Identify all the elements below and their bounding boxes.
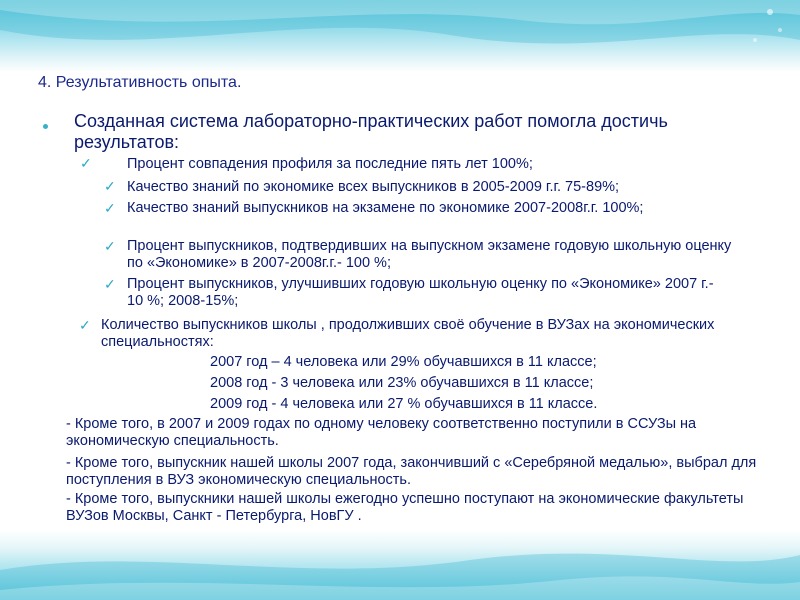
- graduates-item: Количество выпускников школы , продолживших своё обучение в ВУЗах на экономических специальностях:: [101, 317, 715, 350]
- note-3: - Кроме того, выпускники нашей школы ежегодно успешно поступают на экономические факультеты ВУЗов Москвы, Санкт - Петербурга, НовГУ .: [66, 491, 744, 524]
- top-decorative-band: [0, 0, 800, 72]
- checkmark-icon: ✓: [79, 317, 91, 333]
- checkmark-icon: ✓: [104, 238, 116, 254]
- year-line-2007: 2007 год – 4 человека или 29% обучавшихся в 11 классе;: [210, 354, 597, 370]
- year-line-2008: 2008 год - 3 человека или 23% обучавшихся в 11 классе;: [210, 375, 594, 391]
- year-line-2009: 2009 год - 4 человека или 27 % обучавшихся в 11 классе.: [210, 396, 598, 412]
- bottom-decorative-band: [0, 530, 800, 600]
- checkmark-icon: ✓: [104, 178, 116, 194]
- checkmark-icon: ✓: [80, 155, 92, 171]
- slide-title: 4. Результативность опыта.: [38, 74, 242, 91]
- sub-item-1: Процент совпадения профиля за последние пять лет 100%;: [127, 156, 533, 172]
- note-2: - Кроме того, выпускник нашей школы 2007 года, закончивший с «Серебряной медалью», выбрал для поступления в ВУЗ экономическую специальность.: [66, 455, 757, 488]
- bottom-wave-decoration: [0, 530, 800, 600]
- checkmark-icon: ✓: [104, 200, 116, 216]
- sub-item-3: Качество знаний выпускников на экзамене по экономике 2007-2008г.г. 100%;: [127, 200, 644, 216]
- sub-item-4: Процент выпускников, подтвердивших на выпускном экзамене годовую школьную оценку по «Экономике» в 2007-2008г.г.- 100 %;: [127, 238, 732, 271]
- sub-item-5: Процент выпускников, улучшивших годовую школьную оценку по «Экономике» 2007 г.- 10 %; 2008-15%;: [127, 276, 714, 309]
- sub-item-2: Качество знаний по экономике всех выпускников в 2005-2009 г.г. 75-89%;: [127, 179, 620, 195]
- checkmark-icon: ✓: [104, 276, 116, 292]
- bullet-dot-icon: [43, 124, 48, 129]
- top-wave-decoration: [0, 0, 800, 72]
- note-1: - Кроме того, в 2007 и 2009 годах по одному человеку соответственно поступили в ССУЗы на экономическую специальность.: [66, 416, 697, 449]
- main-bullet-text: Созданная система лабораторно-практических работ помогла достичь результатов:: [74, 111, 668, 152]
